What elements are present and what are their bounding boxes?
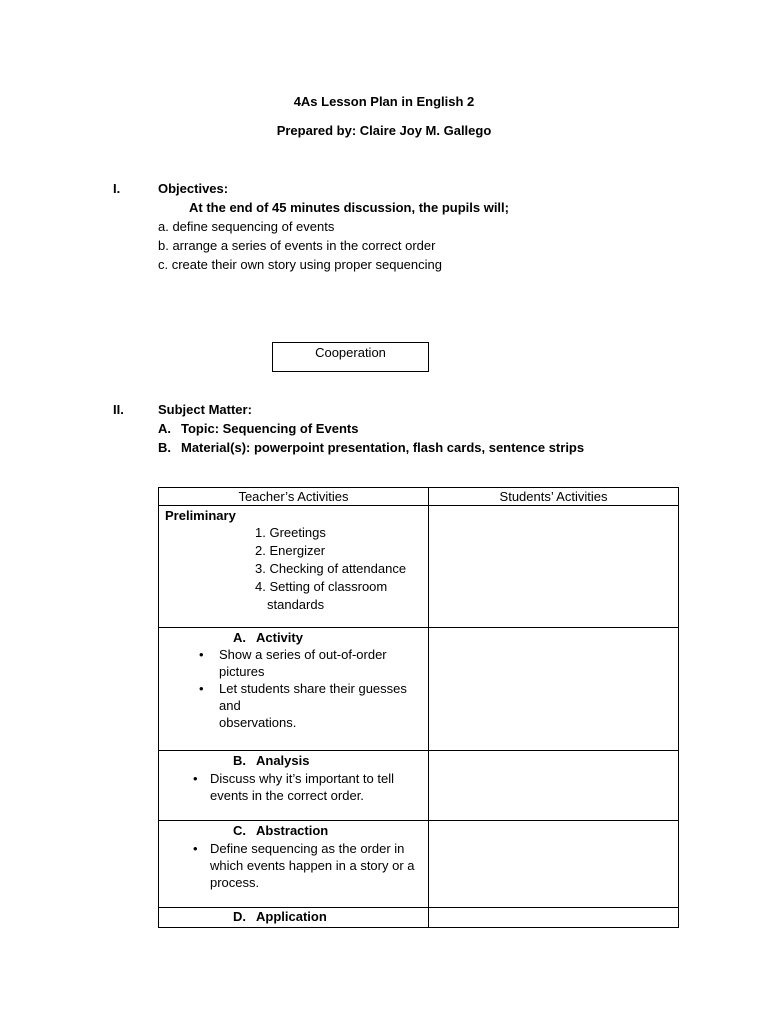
section-title: Analysis [256, 753, 310, 768]
topic-letter: A. [158, 421, 171, 436]
students-cell [429, 628, 679, 751]
section-letter: D. [233, 909, 246, 924]
list-item: 2. Energizer [255, 543, 326, 558]
subject-matter-numeral: II. [113, 402, 124, 417]
section-title: Activity [256, 630, 303, 645]
list-item: • Discuss why it’s important to tell events in the correct order. [165, 770, 422, 804]
list-item: 4. Setting of classroom [255, 579, 388, 594]
list-item-continuation: standards [267, 597, 325, 612]
list-item: • Define sequencing as the order in which events happen in a story or a process. [165, 840, 422, 891]
materials-letter: B. [158, 440, 171, 455]
analysis-cell [159, 751, 429, 821]
teacher-activities-header: Teacher’s Activities [159, 488, 429, 506]
subject-matter-heading: Subject Matter: [158, 402, 252, 417]
section-title: Application [256, 909, 327, 924]
section-letter: A. [233, 630, 246, 645]
list-item: • Let students share their guesses and observations. [171, 680, 422, 731]
section-title: Abstraction [256, 823, 329, 838]
table-row [159, 751, 679, 821]
section-letter: C. [233, 823, 246, 838]
objective-item: b. arrange a series of events in the correct order [158, 238, 436, 253]
objectives-numeral: I. [113, 181, 121, 196]
activity-cell [159, 628, 429, 751]
students-cell [429, 821, 679, 908]
list-item: 3. Checking of attendance [255, 561, 407, 576]
objective-item: a. define sequencing of events [158, 219, 335, 234]
students-cell [429, 908, 679, 928]
materials: Material(s): powerpoint presentation, flash cards, sentence strips [181, 440, 585, 455]
document-title: 4As Lesson Plan in English 2 [293, 94, 475, 109]
preliminary-cell [159, 506, 429, 628]
students-activities-header: Students’ Activities [429, 488, 679, 506]
section-letter: B. [233, 753, 246, 768]
table-row [159, 821, 679, 908]
application-cell [159, 908, 429, 928]
table-row [159, 628, 679, 751]
students-cell [429, 506, 679, 628]
table-row [159, 506, 679, 628]
prepared-by: Prepared by: Claire Joy M. Gallego [276, 123, 492, 138]
value-box: Cooperation [272, 342, 429, 372]
students-cell [429, 751, 679, 821]
list-item: 1. Greetings [255, 525, 326, 540]
lesson-table [158, 487, 679, 928]
objectives-heading: Objectives: [158, 181, 229, 196]
abstraction-cell [159, 821, 429, 908]
list-item: • Show a series of out-of-order pictures [171, 646, 422, 680]
objective-item: c. create their own story using proper sequencing [158, 257, 442, 272]
table-row [159, 908, 679, 928]
topic: Topic: Sequencing of Events [181, 421, 359, 436]
objectives-intro: At the end of 45 minutes discussion, the pupils will; [189, 200, 509, 215]
preliminary-title: Preliminary [165, 508, 236, 523]
